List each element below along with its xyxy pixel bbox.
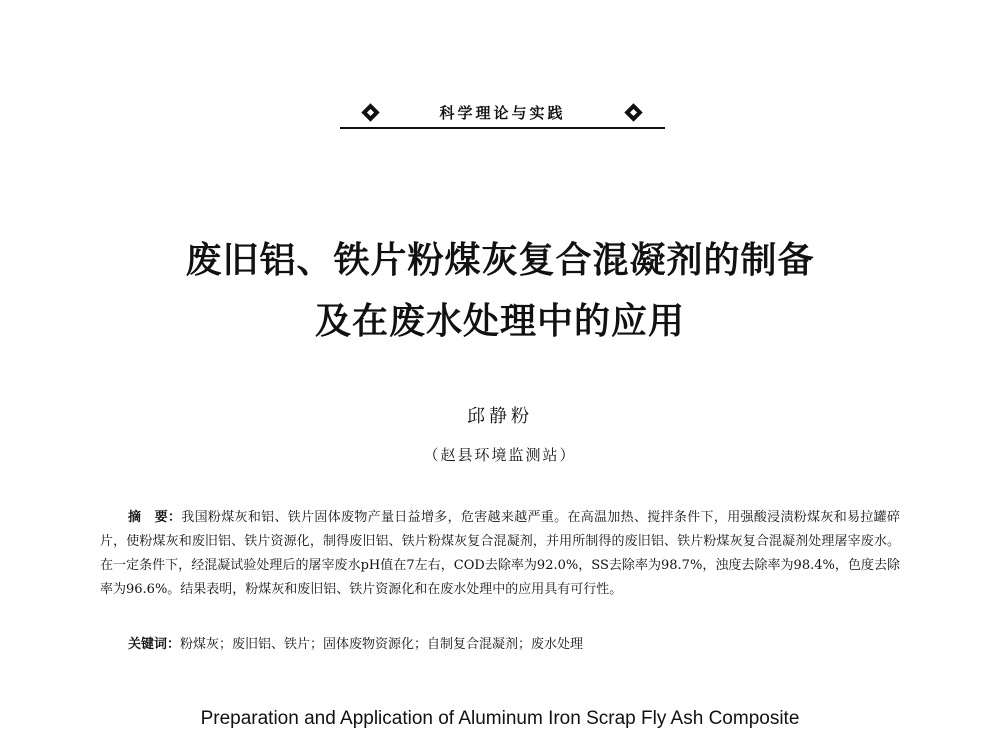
diamond-ornament-icon xyxy=(361,103,379,121)
keywords xyxy=(128,634,900,656)
paper-title-line-1: 废旧铝、铁片粉煤灰复合混凝剂的制备 xyxy=(185,240,815,281)
keywords-label: 关键词： xyxy=(128,637,181,652)
author-name: 邱静粉 xyxy=(467,406,533,427)
diamond-ornament-icon xyxy=(624,103,642,121)
section-title: 科学理论与实践 xyxy=(439,104,566,122)
header-rule xyxy=(340,127,665,129)
keywords-text: 粉煤灰；废旧铝、铁片；固体废物资源化；自制复合混凝剂；废水处理 xyxy=(180,637,584,652)
english-title: Preparation and Application of Aluminum Iron Scrap Fly Ash Composite xyxy=(200,708,800,729)
section-header xyxy=(340,100,665,130)
author-affiliation: （赵县环境监测站） xyxy=(423,446,577,464)
paper-title-line-2: 及在废水处理中的应用 xyxy=(314,301,685,342)
abstract-label: 摘 要： xyxy=(128,510,182,525)
abstract-text: 我国粉煤灰和铝、铁片固体废物产量日益增多，危害越来越严重。在高温加热、搅拌条件下，用强酸浸渍粉煤灰和易拉罐碎片，使粉煤灰和废旧铝、铁片资源化，制得废旧铝、铁片粉煤灰复合混凝剂，并用所制得的废旧铝、铁片粉煤灰复合混凝剂处理屠宰废水。在一定条件下，经混凝试验处理后的屠宰废水pH值在7左右，COD去除率为92.0%，SS去除率为98.7%，浊度去除率为98.4%，色度去除率为96.6%。结果表明，粉煤灰和废旧铝、铁片资源化和在废水处理中的应用具有可行性。 xyxy=(100,510,900,597)
abstract xyxy=(100,506,900,602)
